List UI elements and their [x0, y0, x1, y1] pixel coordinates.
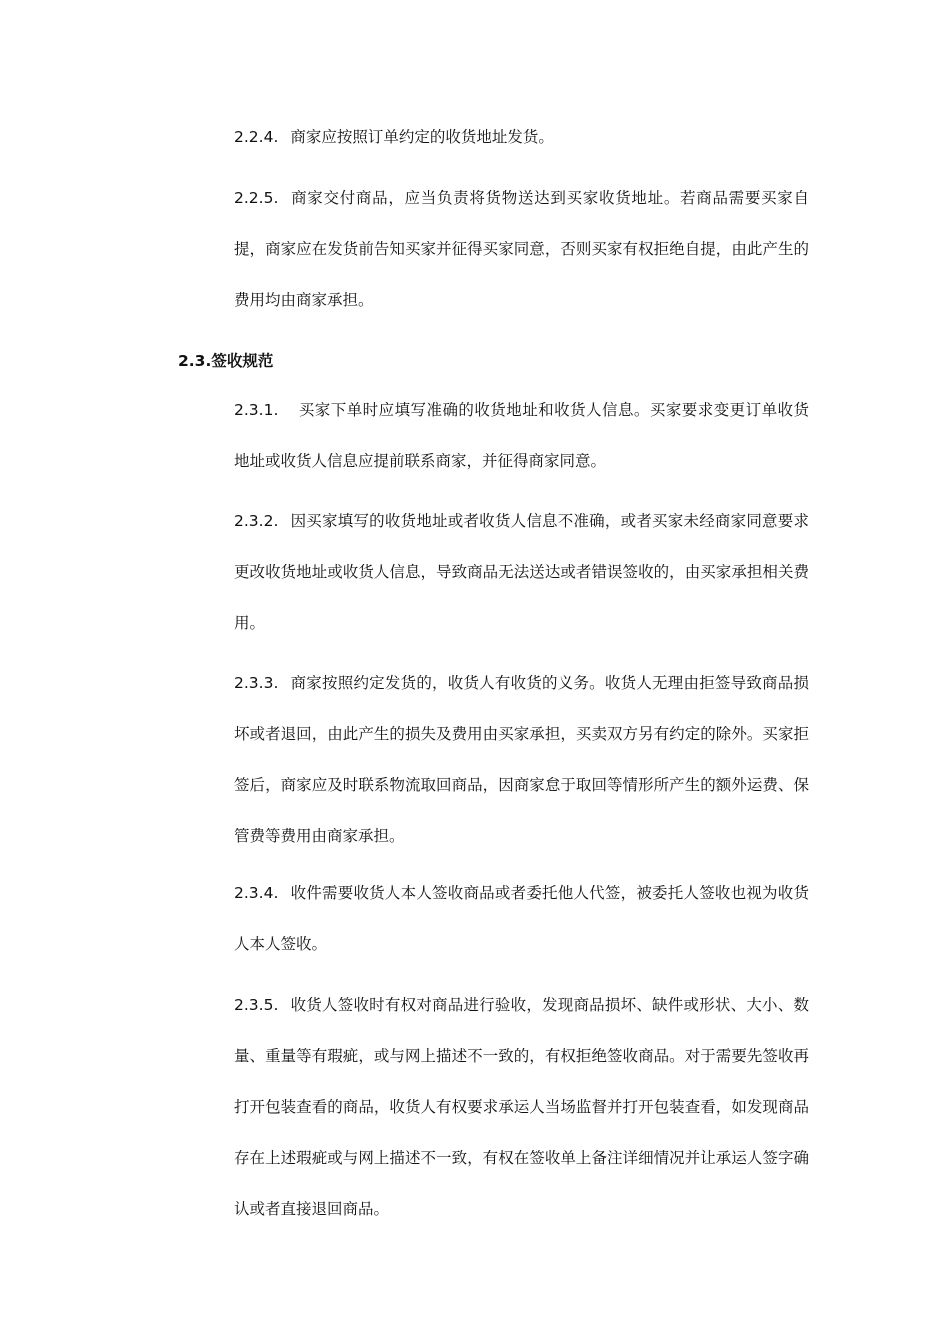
clause-2-3-1	[234, 385, 809, 487]
clause-text: 商家按照约定发货的，收货人有收货的义务。收货人无理由拒签导致商品损坏或者退回，由此产生的损失及费用由买家承担，买卖双方另有约定的除外。买家拒签后，商家应及时联系物流取回商品，因商家怠于取回等情形所产生的额外运费、保管费等费用由商家承担。	[234, 674, 809, 845]
clause-number: 2.3.5.	[234, 996, 279, 1014]
clause-number: 2.3.1.	[234, 401, 279, 419]
clause-number: 2.2.4.	[234, 128, 279, 146]
clause-number: 2.3.3.	[234, 674, 279, 692]
clause-number: 2.3.2.	[234, 512, 279, 530]
clause-text: 收件需要收货人本人签收商品或者委托他人代签，被委托人签收也视为收货人本人签收。	[234, 884, 809, 953]
clause-text: 买家下单时应填写准确的收货地址和收货人信息。买家要求变更订单收货地址或收货人信息应提前联系商家，并征得商家同意。	[234, 401, 809, 470]
clause-2-3-2	[234, 496, 809, 649]
clause-text: 商家交付商品，应当负责将货物送达到买家收货地址。若商品需要买家自提，商家应在发货前告知买家并征得买家同意，否则买家有权拒绝自提，由此产生的费用均由商家承担。	[234, 189, 809, 309]
clause-2-3-3	[234, 658, 809, 862]
clause-text: 商家应按照订单约定的收货地址发货。	[290, 128, 554, 146]
clause-2-3-4	[234, 868, 809, 970]
clause-number: 2.3.4.	[234, 884, 279, 902]
section-heading: 2.3.签收规范	[178, 352, 274, 370]
clause-2-2-4	[234, 112, 809, 163]
clause-text: 因买家填写的收货地址或者收货人信息不准确，或者买家未经商家同意要求更改收货地址或收货人信息，导致商品无法送达或者错误签收的，由买家承担相关费用。	[234, 512, 809, 632]
clause-text: 收货人签收时有权对商品进行验收，发现商品损坏、缺件或形状、大小、数量、重量等有瑕疵，或与网上描述不一致的，有权拒绝签收商品。对于需要先签收再打开包装查看的商品，收货人有权要求承运人当场监督并打开包装查看，如发现商品存在上述瑕疵或与网上描述不一致，有权在签收单上备注详细情况并让承运人签字确认或者直接退回商品。	[234, 996, 809, 1218]
clause-number: 2.2.5.	[234, 189, 279, 207]
clause-2-3-5	[234, 980, 809, 1235]
clause-2-2-5	[234, 173, 809, 326]
